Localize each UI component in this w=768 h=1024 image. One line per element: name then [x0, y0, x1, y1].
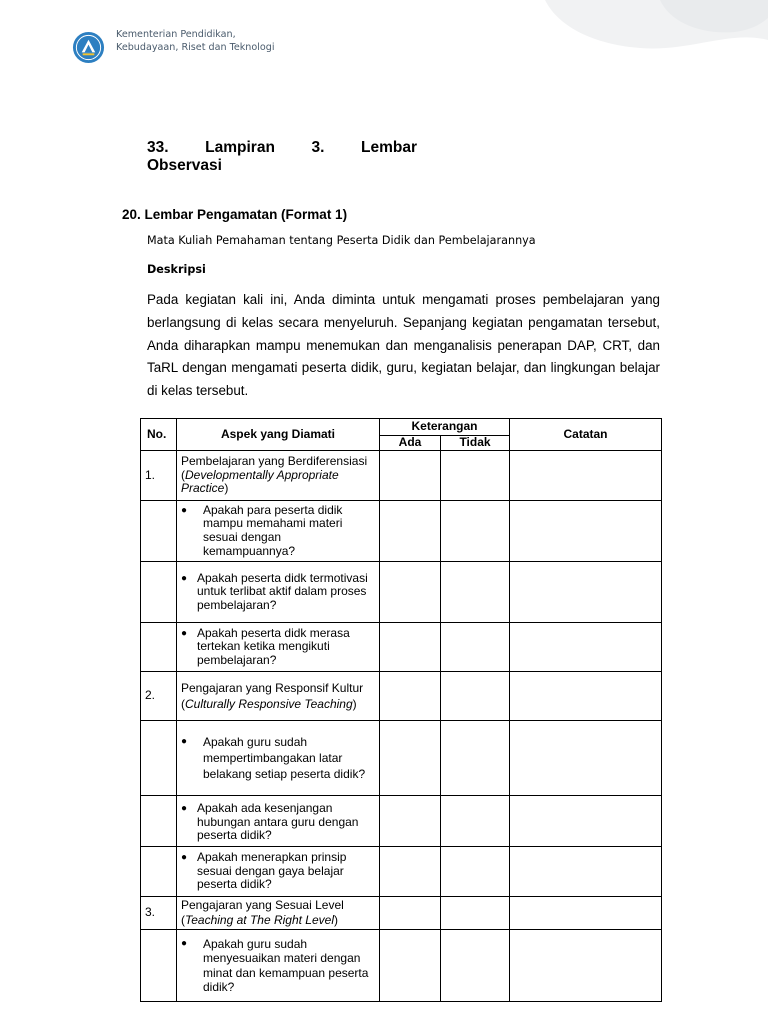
aspect-title — [177, 672, 380, 721]
table-row — [141, 672, 662, 721]
item-text: Apakah para peserta didik mampu memahami materi sesuai dengan kemampuannya? — [203, 502, 343, 558]
item-text: Apakah peserta didk termotivasi untuk terlibat aktif dalam proses pembelajaran? — [197, 570, 368, 612]
tidak-cell[interactable] — [441, 897, 510, 930]
bullet-icon: ● — [181, 937, 188, 949]
row-number — [141, 796, 177, 847]
table-row — [141, 562, 662, 623]
bullet-item — [181, 572, 375, 613]
ministry-header — [72, 28, 275, 64]
table-row — [141, 623, 662, 672]
row-number — [141, 623, 177, 672]
bullet-item — [181, 937, 375, 995]
course-name: Mata Kuliah Pemahaman tentang Peserta Didik dan Pembelajarannya — [147, 234, 536, 247]
description-label: Deskripsi — [147, 263, 206, 276]
item-text: Apakah ada kesenjangan hubungan antara guru dengan peserta didik? — [197, 801, 359, 843]
tidak-cell[interactable] — [441, 451, 510, 501]
aspect-title-italic: Culturally Responsive Teaching — [185, 697, 353, 711]
bullet-item — [181, 734, 375, 782]
catatan-cell[interactable] — [510, 847, 662, 897]
ada-cell[interactable] — [380, 847, 441, 897]
bullet-item — [181, 851, 379, 892]
tidak-cell[interactable] — [441, 930, 510, 1002]
aspect-item — [177, 501, 380, 562]
row-number — [141, 501, 177, 562]
section-word-lampiran: Lampiran — [205, 139, 275, 156]
aspect-title-end: ) — [334, 913, 338, 927]
row-number — [141, 562, 177, 623]
section-title — [147, 139, 417, 175]
header-no: No. — [141, 419, 177, 451]
tidak-cell[interactable] — [441, 796, 510, 847]
ministry-logo-icon — [72, 31, 105, 64]
tidak-cell[interactable] — [441, 721, 510, 796]
bullet-item — [181, 802, 375, 843]
section-word-lembar: Lembar — [361, 139, 417, 156]
table-row — [141, 847, 662, 897]
table-row — [141, 930, 662, 1002]
item-text: Apakah peserta didk merasa tertekan ketika mengikuti pembelajaran? — [197, 625, 350, 667]
aspect-item — [177, 562, 380, 623]
aspect-title-italic: Developmentally Appropriate Practice — [181, 467, 339, 496]
table-row — [141, 451, 662, 501]
subsection-title: 20. Lembar Pengamatan (Format 1) — [122, 207, 348, 222]
bullet-icon: ● — [181, 736, 188, 747]
bullet-icon: ● — [181, 504, 188, 516]
section-number: 33. — [147, 139, 169, 156]
bullet-icon: ● — [181, 572, 188, 584]
table-row — [141, 721, 662, 796]
bullet-icon: ● — [181, 627, 188, 639]
description-text: Pada kegiatan kali ini, Anda diminta untuk mengamati proses pembelajaran yang berlangsung di kelas secara menyeluruh. Sepanjang kegiatan pengamatan tersebut, Anda diharapkan mampu menemukan dan menganalisis penerapan DAP, CRT, dan TaRL dengan mengamati peserta didik, guru, kegiatan belajar, dan lingkungan belajar di kelas tersebut. — [147, 292, 660, 399]
bullet-item — [181, 504, 375, 558]
table-row — [141, 796, 662, 847]
item-text: Apakah guru sudah menyesuaikan materi dengan minat dan kemampuan peserta didik? — [203, 936, 369, 994]
aspect-item — [177, 796, 380, 847]
ada-cell[interactable] — [380, 897, 441, 930]
header-ada: Ada — [380, 436, 441, 451]
aspect-title-italic: Teaching at The Right Level — [185, 913, 334, 927]
catatan-cell[interactable] — [510, 796, 662, 847]
catatan-cell[interactable] — [510, 930, 662, 1002]
table-row — [141, 897, 662, 930]
row-number: 1. — [141, 451, 177, 501]
row-number — [141, 847, 177, 897]
ministry-line-1: Kementerian Pendidikan, — [116, 29, 236, 40]
row-number: 2. — [141, 672, 177, 721]
bullet-icon: ● — [181, 852, 188, 864]
ada-cell[interactable] — [380, 562, 441, 623]
tidak-cell[interactable] — [441, 847, 510, 897]
ada-cell[interactable] — [380, 623, 441, 672]
catatan-cell[interactable] — [510, 897, 662, 930]
aspect-item — [177, 930, 380, 1002]
tidak-cell[interactable] — [441, 672, 510, 721]
ada-cell[interactable] — [380, 796, 441, 847]
decorative-background-shapes — [0, 0, 768, 140]
ada-cell[interactable] — [380, 721, 441, 796]
header-catatan: Catatan — [510, 419, 662, 451]
observation-table — [140, 418, 662, 1002]
header-keterangan: Keterangan — [380, 419, 510, 436]
catatan-cell[interactable] — [510, 501, 662, 562]
row-number: 3. — [141, 897, 177, 930]
tidak-cell[interactable] — [441, 562, 510, 623]
catatan-cell[interactable] — [510, 562, 662, 623]
catatan-cell[interactable] — [510, 623, 662, 672]
bullet-item — [181, 627, 375, 668]
aspect-item — [177, 623, 380, 672]
tidak-cell[interactable] — [441, 501, 510, 562]
section-word-3: 3. — [311, 139, 325, 156]
aspect-title — [177, 897, 380, 930]
aspect-title-text: Pembelajaran yang Berdiferensiasi ( — [181, 454, 368, 482]
table-row — [141, 501, 662, 562]
header-aspect: Aspek yang Diamati — [177, 419, 380, 451]
ada-cell[interactable] — [380, 672, 441, 721]
item-text: Apakah menerapkan prinsip sesuai dengan gaya belajar peserta didik? — [197, 850, 347, 892]
aspect-item — [177, 847, 380, 897]
ministry-line-2: Kebudayaan, Riset dan Teknologi — [116, 42, 275, 53]
catatan-cell[interactable] — [510, 721, 662, 796]
aspect-title-end: ) — [352, 697, 357, 711]
aspect-item — [177, 721, 380, 796]
aspect-title — [177, 451, 380, 501]
ada-cell[interactable] — [380, 930, 441, 1002]
header-tidak: Tidak — [441, 436, 510, 451]
row-number — [141, 721, 177, 796]
ada-cell[interactable] — [380, 501, 441, 562]
aspect-title-end: ) — [224, 481, 229, 496]
tidak-cell[interactable] — [441, 623, 510, 672]
row-number — [141, 930, 177, 1002]
catatan-cell[interactable] — [510, 672, 662, 721]
catatan-cell[interactable] — [510, 451, 662, 501]
section-word-observasi: Observasi — [147, 157, 222, 174]
bullet-icon: ● — [181, 803, 188, 815]
ministry-name — [116, 28, 275, 54]
aspect-title-text: Pengajaran yang Sesuai Level ( — [181, 898, 344, 927]
item-text: Apakah guru sudah mempertimbangakan latar belakang setiap peserta didik? — [203, 735, 366, 781]
aspect-title-text: Pengajaran yang Responsif Kultur ( — [181, 681, 364, 711]
ada-cell[interactable] — [380, 451, 441, 501]
